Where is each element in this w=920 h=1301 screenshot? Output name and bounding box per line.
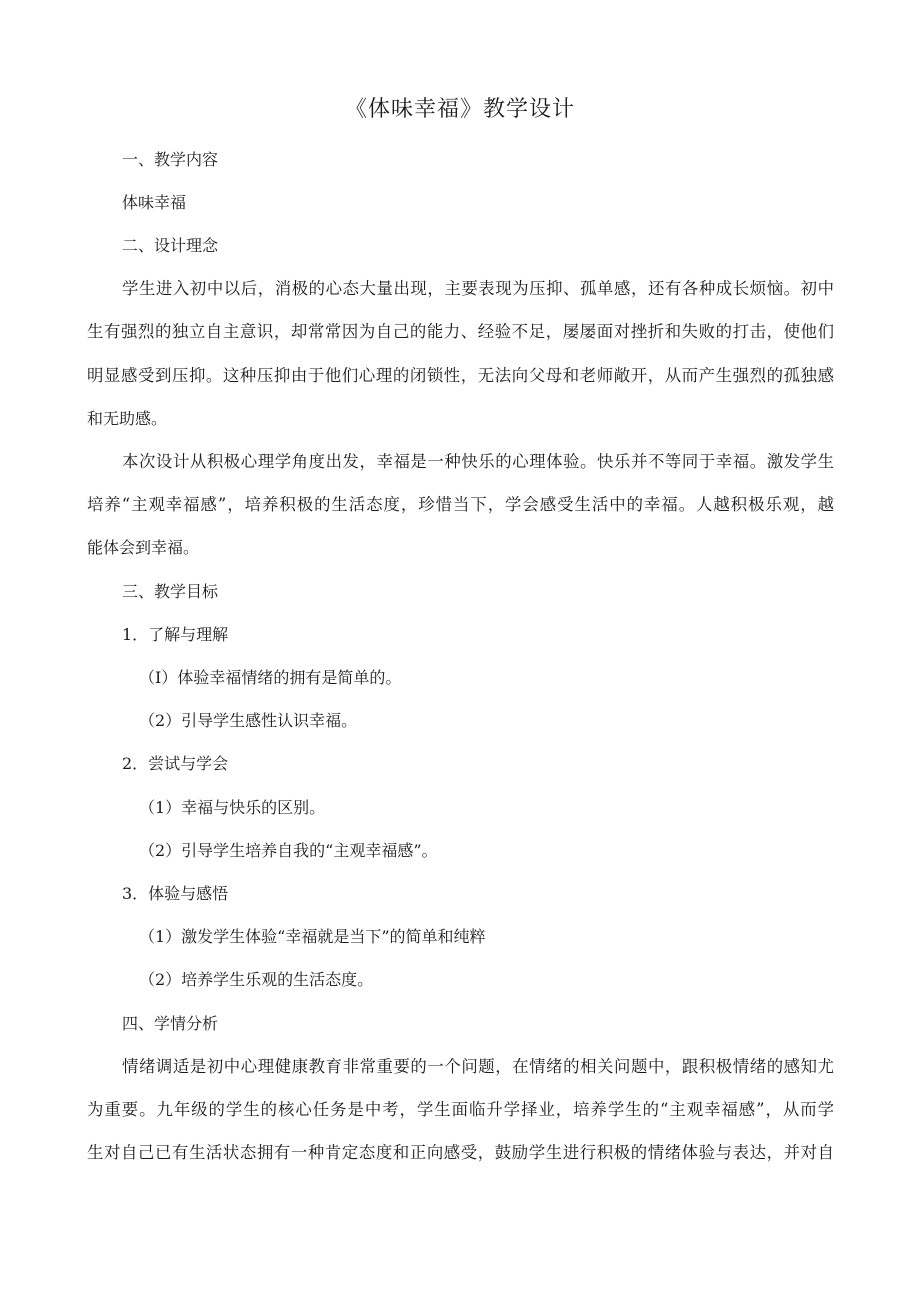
goal-heading: 1．了解与理解 bbox=[122, 625, 229, 644]
paragraph-line: 能体会到幸福。 bbox=[87, 538, 200, 557]
paragraph-line: 明显感受到压抑。这种压抑由于他们心理的闭锁性，无法向父母和老师敞开，从而产生强烈的孤独感 bbox=[87, 366, 834, 385]
goal-item: （I）体验幸福情绪的拥有是简单的。 bbox=[139, 668, 402, 687]
goal-heading: 3．体验与感悟 bbox=[122, 884, 229, 903]
paragraph-line: 和无助感。 bbox=[87, 409, 168, 428]
goal-item: （1）幸福与快乐的区别。 bbox=[139, 798, 326, 817]
goal-heading: 2．尝试与学会 bbox=[122, 754, 229, 773]
section-heading-content: 一、教学内容 bbox=[122, 150, 219, 169]
goal-item: （2）引导学生培养自我的“主观幸福感”。 bbox=[139, 841, 438, 860]
paragraph-line: 为重要。九年级的学生的核心任务是中考，学生面临升学择业，培养学生的“主观幸福感”，从而学 bbox=[87, 1100, 834, 1119]
section-heading-analysis: 四、学情分析 bbox=[122, 1014, 219, 1033]
paragraph-line: 生对自己已有生活状态拥有一种肯定态度和正向感受，鼓励学生进行积极的情绪体验与表达，并对自 bbox=[87, 1143, 834, 1162]
content-text: 体味幸福 bbox=[122, 193, 187, 212]
paragraph-line: 学生进入初中以后，消极的心态大量出现，主要表现为压抑、孤单感，还有各种成长烦恼。初中 bbox=[122, 279, 834, 298]
goal-item: （2）引导学生感性认识幸福。 bbox=[139, 711, 358, 730]
section-heading-goals: 三、教学目标 bbox=[122, 582, 219, 601]
goal-item: （1）激发学生体验“幸福就是当下”的简单和纯粹 bbox=[139, 927, 486, 946]
paragraph-line: 生有强烈的独立自主意识，却常常因为自己的能力、经验不足，屡屡面对挫折和失败的打击，使他们 bbox=[87, 322, 834, 341]
section-heading-concept: 二、设计理念 bbox=[122, 236, 219, 255]
paragraph-line: 本次设计从积极心理学角度出发，幸福是一种快乐的心理体验。快乐并不等同于幸福。激发学生 bbox=[122, 452, 834, 471]
goal-item: （2）培养学生乐观的生活态度。 bbox=[139, 970, 374, 989]
document-title: 《体味幸福》教学设计 bbox=[344, 97, 575, 122]
paragraph-line: 培养“主观幸福感”，培养积极的生活态度，珍惜当下，学会感受生活中的幸福。人越积极乐观，越 bbox=[87, 495, 834, 514]
paragraph-line: 情绪调适是初中心理健康教育非常重要的一个问题，在情绪的相关问题中，跟积极情绪的感知尤 bbox=[122, 1057, 834, 1076]
